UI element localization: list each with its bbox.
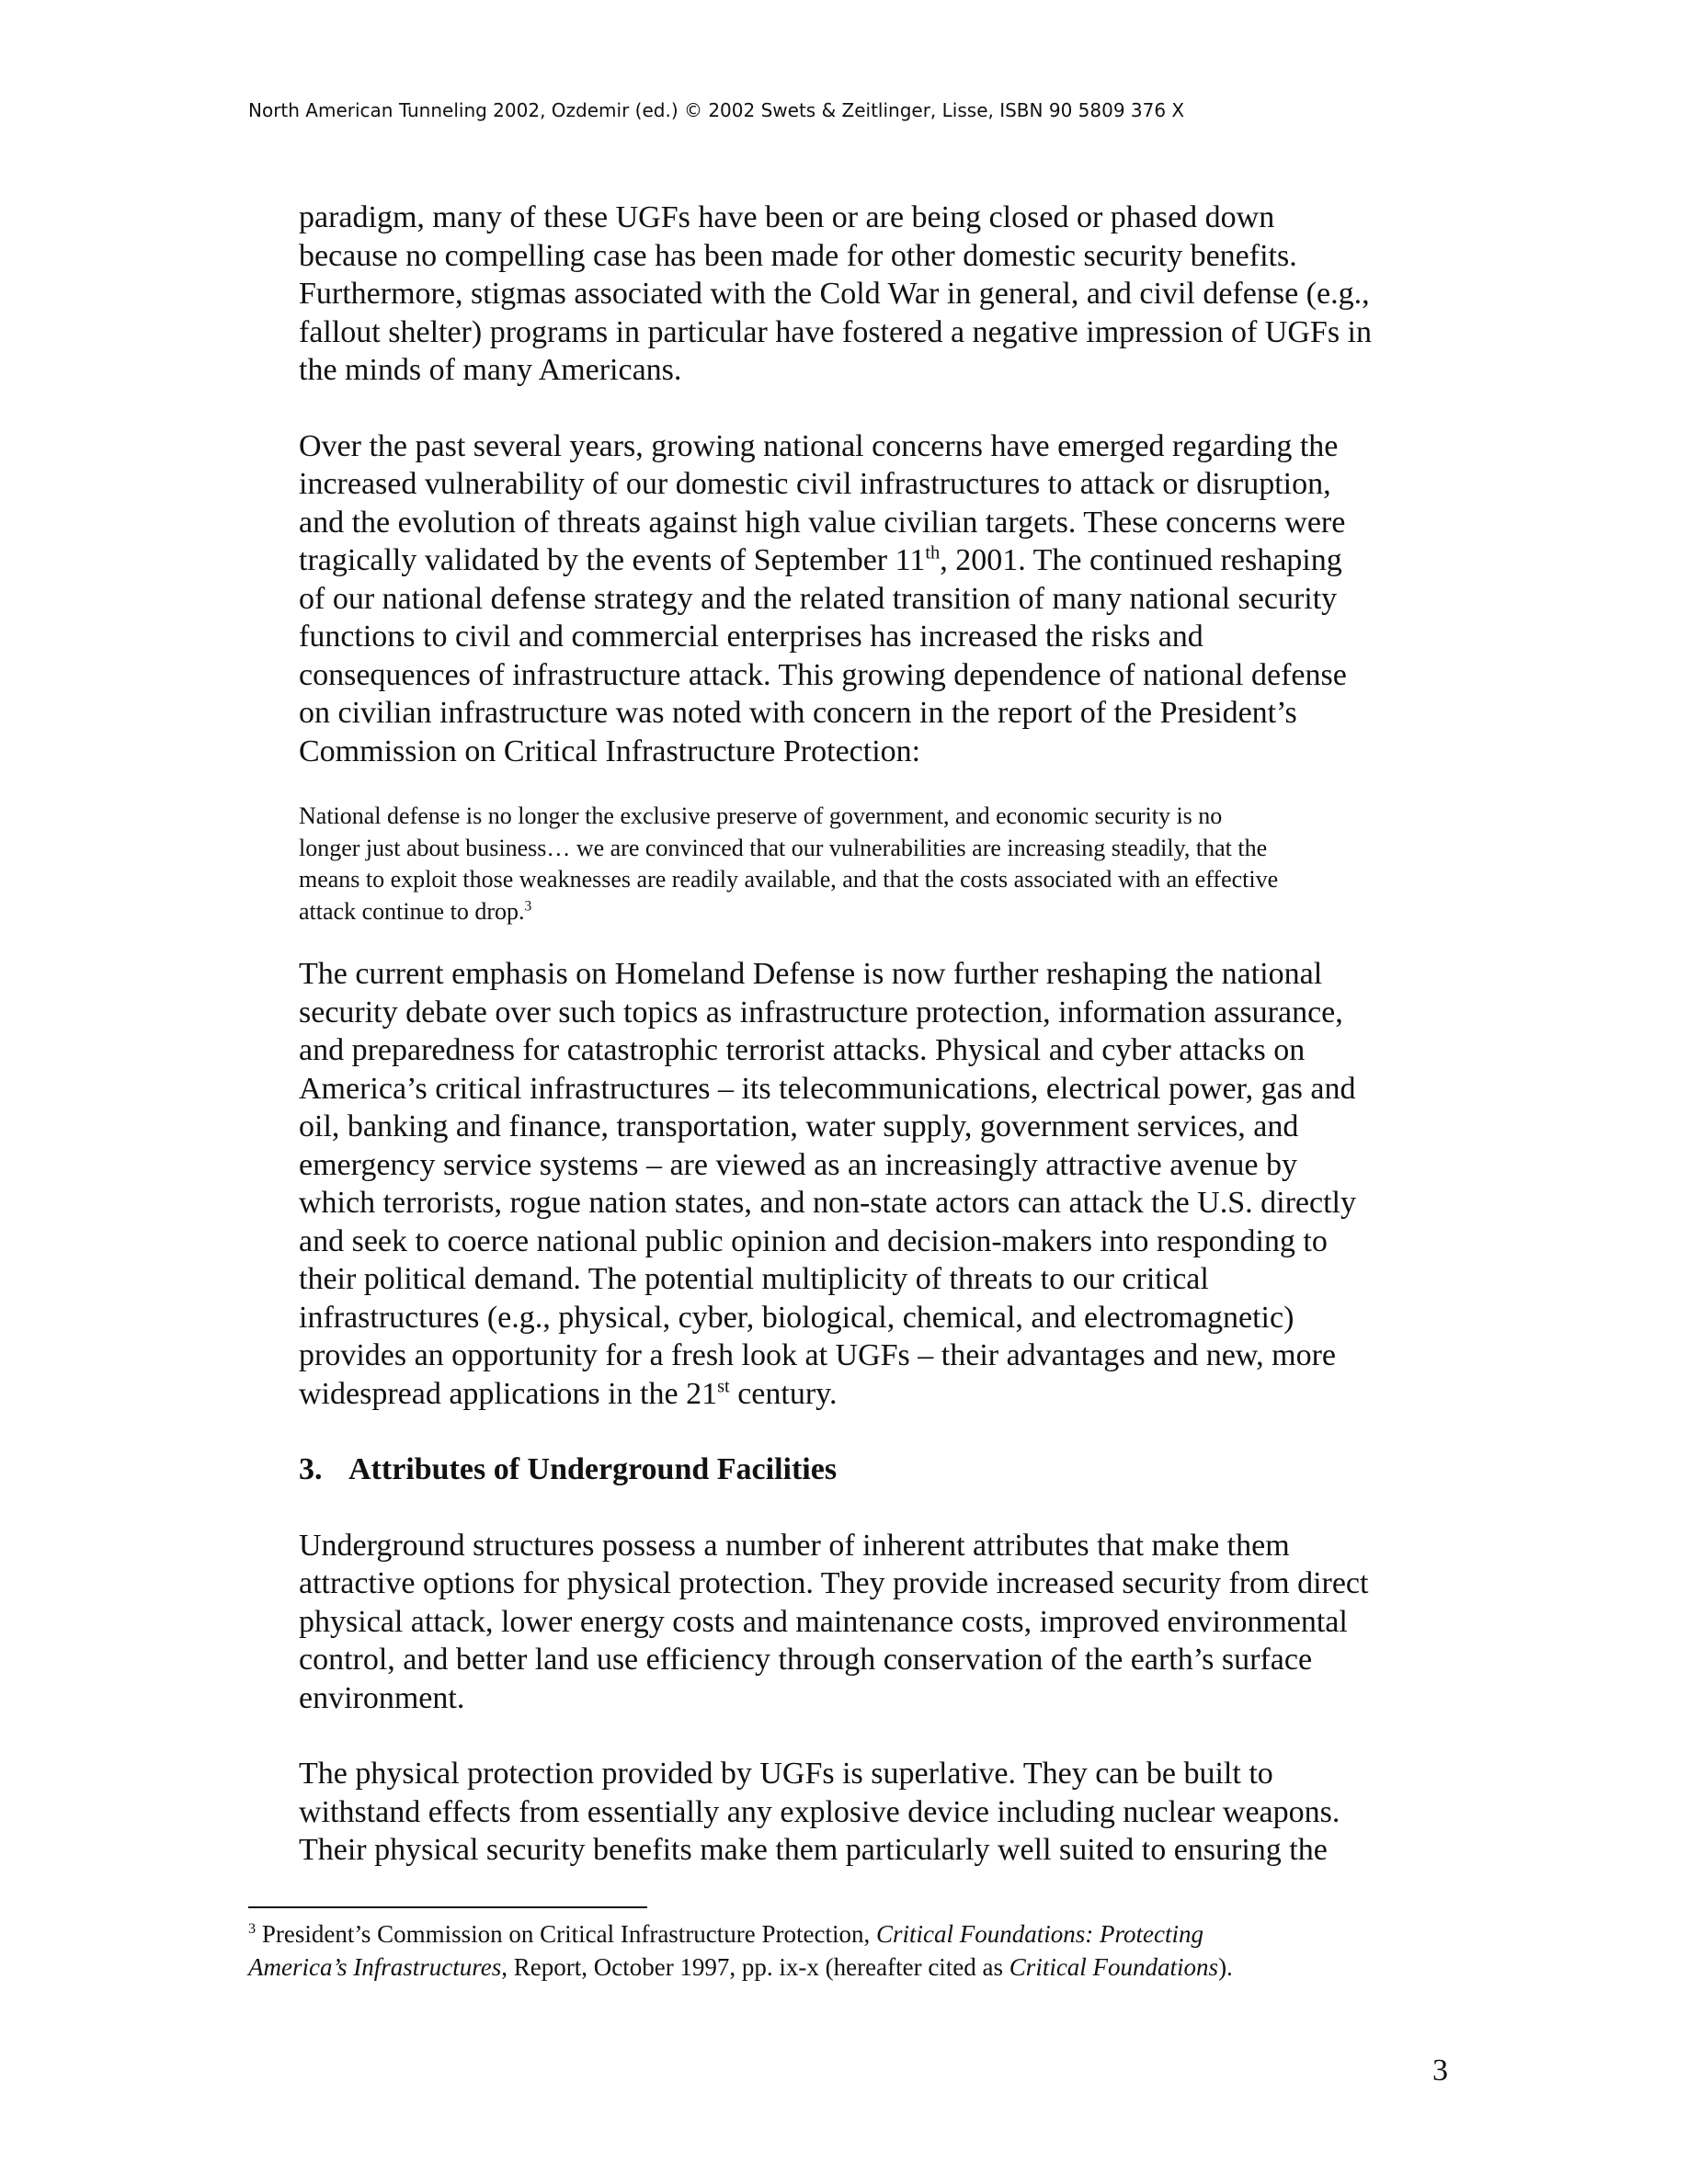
section-heading — [299, 1450, 1448, 1489]
text-segment: President’s Commission on Critical Infrastructure Protection, — [256, 1920, 876, 1948]
footnote-line — [248, 1917, 1233, 1951]
paragraph-3 — [299, 955, 1448, 1413]
text-line: infrastructures (e.g., physical, cyber, biological, chemical, and electromagnetic) — [299, 1300, 1295, 1335]
text-line: and the evolution of threats against high value civilian targets. These concerns were — [299, 505, 1346, 540]
text-line: which terrorists, rogue nation states, and non-state actors can attack the U.S. directly — [299, 1186, 1356, 1220]
ordinal-superscript: th — [925, 542, 941, 563]
text-segment: widespread applications in the 21 — [299, 1376, 718, 1411]
italic-title: America’s Infrastructures — [248, 1953, 502, 1981]
body-text — [299, 199, 1448, 1907]
text-line: control, and better land use efficiency through conservation of the earth’s surface — [299, 1643, 1313, 1677]
text-line — [299, 1375, 1448, 1414]
quote-line: longer just about business… we are convinced that our vulnerabilities are increasing steadily, that the — [299, 834, 1268, 861]
text-line: environment. — [299, 1680, 465, 1715]
block-quote — [299, 801, 1448, 927]
text-line: and seek to coerce national public opinion and decision-makers into responding to — [299, 1223, 1328, 1258]
text-segment: century. — [729, 1376, 838, 1411]
footnote — [248, 1917, 1233, 1984]
italic-title: Critical Foundations — [1009, 1953, 1219, 1981]
text-line: attractive options for physical protection. They provide increased security from direct — [299, 1566, 1369, 1600]
paragraph-4 — [299, 1527, 1448, 1718]
text-line: consequences of infrastructure attack. This growing dependence of national defense — [299, 657, 1347, 692]
footnote-mark: 3 — [248, 1920, 257, 1937]
running-header: North American Tunneling 2002, Ozdemir (ed.) © 2002 Swets & Zeitlinger, Lisse, ISBN 90 5809 376 X — [248, 99, 1185, 121]
text-line: paradigm, many of these UGFs have been or are being closed or phased down — [299, 200, 1275, 234]
text-line: security debate over such topics as infrastructure protection, information assurance, — [299, 995, 1343, 1029]
quote-line: National defense is no longer the exclusive preserve of government, and economic security is no — [299, 802, 1223, 829]
text-segment: tragically validated by the events of September 11 — [299, 543, 926, 577]
text-line: fallout shelter) programs in particular have fostered a negative impression of UGFs in — [299, 314, 1372, 349]
text-line: The physical protection provided by UGFs is superlative. They can be built to — [299, 1757, 1273, 1791]
text-line: withstand effects from essentially any explosive device including nuclear weapons. — [299, 1794, 1340, 1829]
footnote-reference[interactable]: 3 — [524, 897, 532, 914]
text-line: The current emphasis on Homeland Defense is now further reshaping the national — [299, 957, 1323, 991]
text-line: physical attack, lower energy costs and maintenance costs, improved environmental — [299, 1604, 1348, 1639]
text-line — [299, 541, 1448, 580]
page-number: 3 — [1432, 2053, 1448, 2087]
text-line: and preparedness for catastrophic terrorist attacks. Physical and cyber attacks on — [299, 1033, 1306, 1067]
text-segment: attack continue to drop. — [299, 897, 525, 925]
text-line: increased vulnerability of our domestic civil infrastructures to attack or disruption, — [299, 467, 1331, 501]
italic-title: Critical Foundations: Protecting — [876, 1920, 1203, 1948]
text-line: Underground structures possess a number of inherent attributes that make them — [299, 1528, 1290, 1563]
paragraph-5 — [299, 1755, 1448, 1870]
quote-line: means to exploit those weaknesses are readily available, and that the costs associated with an effective — [299, 866, 1279, 893]
text-line: America’s critical infrastructures – its telecommunications, electrical power, gas and — [299, 1071, 1356, 1106]
text-line: functions to civil and commercial enterprises has increased the risks and — [299, 620, 1203, 654]
text-line: Their physical security benefits make them particularly well suited to ensuring the — [299, 1833, 1328, 1867]
text-line: Commission on Critical Infrastructure Protection: — [299, 734, 921, 768]
ordinal-superscript: st — [717, 1376, 730, 1397]
quote-line — [299, 896, 1448, 928]
text-line: Over the past several years, growing national concerns have emerged regarding the — [299, 428, 1339, 463]
text-line: of our national defense strategy and the related transition of many national security — [299, 581, 1338, 616]
paragraph-2 — [299, 427, 1448, 771]
text-line: emergency service systems – are viewed as an increasingly attractive avenue by — [299, 1147, 1297, 1182]
text-line: oil, banking and finance, transportation, water supply, government services, and — [299, 1109, 1299, 1143]
footnote-line — [248, 1951, 1233, 1984]
text-line: the minds of many Americans. — [299, 353, 682, 387]
text-line: on civilian infrastructure was noted with concern in the report of the President’s — [299, 696, 1297, 730]
text-line: their political demand. The potential multiplicity of threats to our critical — [299, 1262, 1209, 1296]
text-line: Furthermore, stigmas associated with the Cold War in general, and civil defense (e.g., — [299, 277, 1370, 311]
footnote-separator — [248, 1906, 647, 1908]
text-line: because no compelling case has been made for other domestic security benefits. — [299, 238, 1297, 273]
text-segment: , 2001. The continued reshaping — [940, 543, 1342, 577]
section-number: 3. — [299, 1452, 323, 1486]
text-line: provides an opportunity for a fresh look at UGFs – their advantages and new, more — [299, 1338, 1337, 1372]
text-segment: , Report, October 1997, pp. ix-x (hereafter cited as — [501, 1953, 1009, 1981]
section-title: Attributes of Underground Facilities — [348, 1452, 838, 1486]
text-segment: ). — [1218, 1953, 1233, 1981]
paragraph-1 — [299, 199, 1448, 390]
